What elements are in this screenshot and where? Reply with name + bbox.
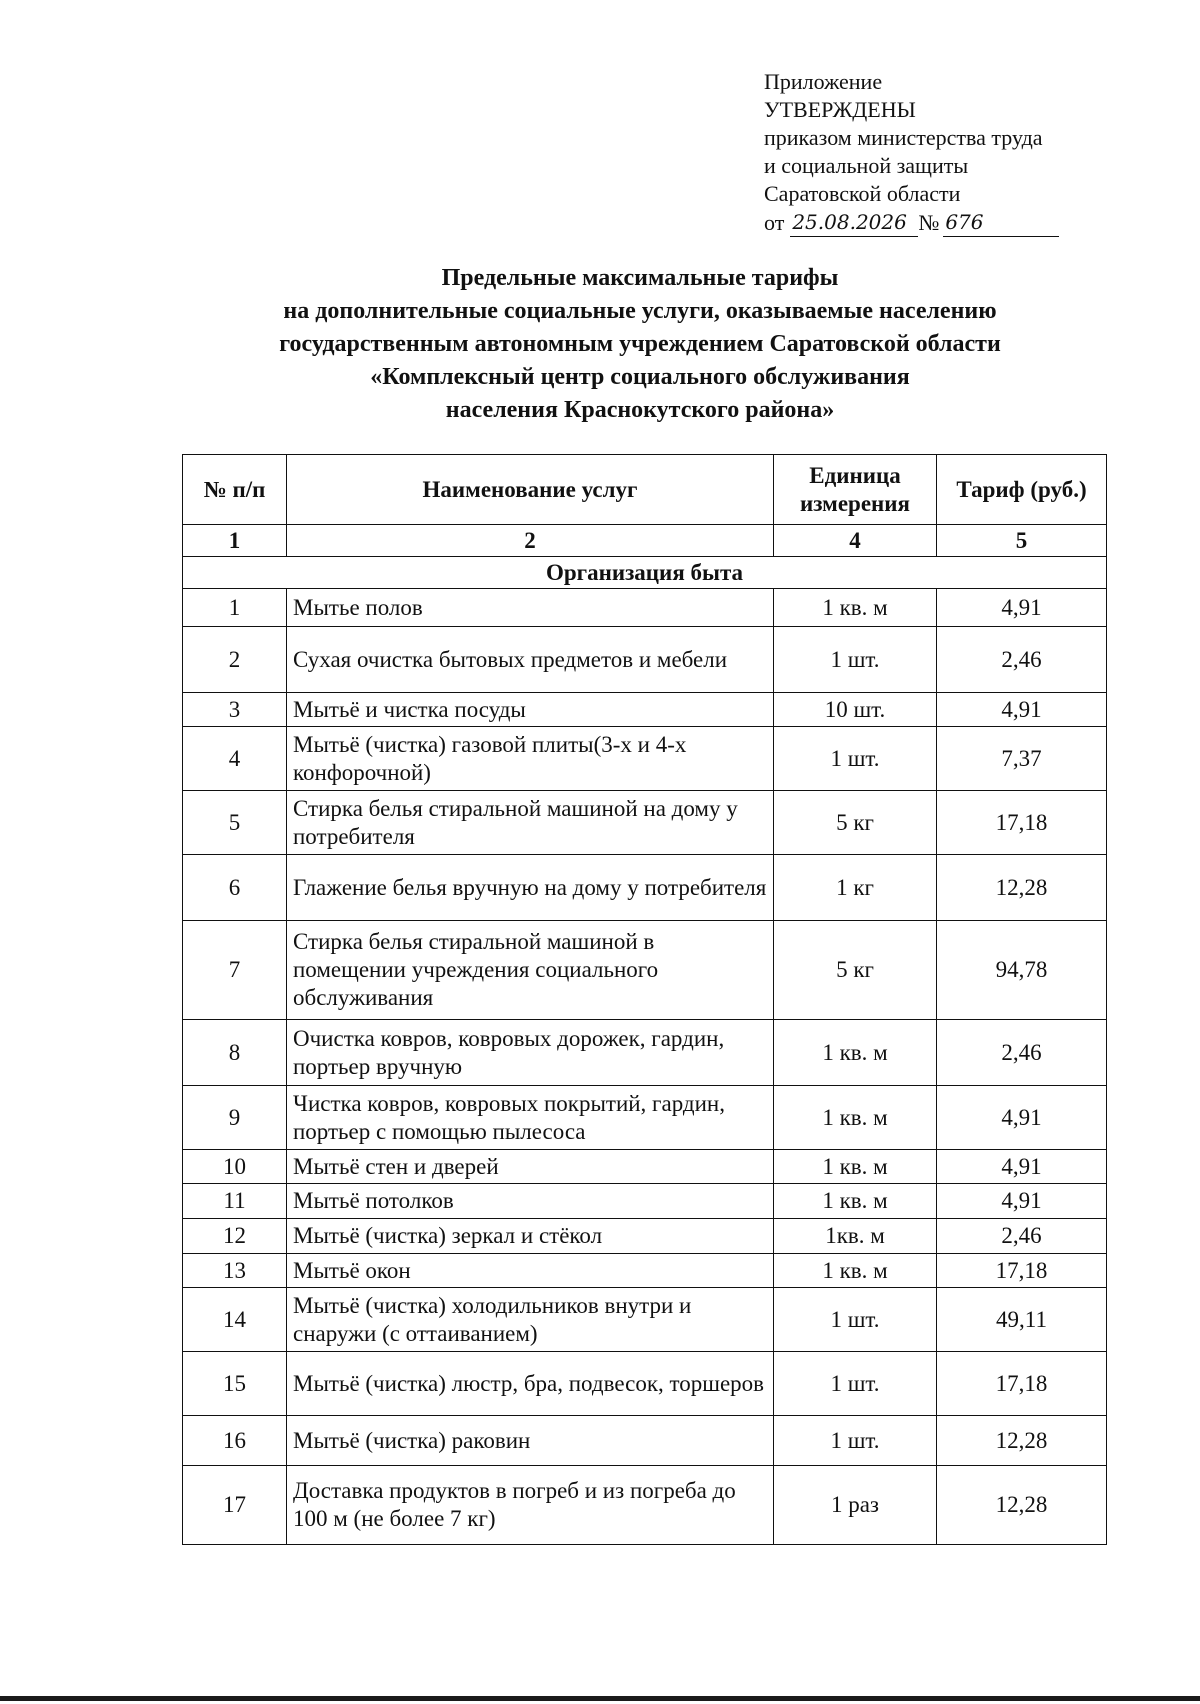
table-row (183, 589, 1107, 627)
unit: 1 кв. м (774, 1150, 937, 1184)
service-name: Мытьё стен и дверей (287, 1150, 774, 1184)
unit: 1 раз (774, 1466, 937, 1545)
tariff: 4,91 (937, 693, 1107, 727)
unit: 1 шт. (774, 627, 937, 693)
unit: 5 кг (774, 921, 937, 1020)
service-name: Очистка ковров, ковровых дорожек, гардин, портьер вручную (287, 1020, 774, 1086)
unit: 1 шт. (774, 1352, 937, 1416)
approval-approved: УТВЕРЖДЕНЫ (764, 97, 916, 122)
row-number: 8 (183, 1020, 287, 1086)
unit: 5 кг (774, 791, 937, 855)
approval-block (764, 68, 1124, 237)
service-name: Стирка белья стиральной машиной на дому у потребителя (287, 791, 774, 855)
tariff: 2,46 (937, 1020, 1107, 1086)
tariff: 7,37 (937, 727, 1107, 791)
table-row (183, 1352, 1107, 1416)
service-name: Мытьё потолков (287, 1184, 774, 1219)
tariff: 17,18 (937, 791, 1107, 855)
row-number: 6 (183, 855, 287, 921)
service-name: Мытьё (чистка) холодильников внутри и снаружи (с оттаиванием) (287, 1288, 774, 1352)
unit: 1 кв. м (774, 1254, 937, 1288)
approval-date-line (764, 208, 1124, 237)
row-number: 5 (183, 791, 287, 855)
service-name: Мытьё окон (287, 1254, 774, 1288)
row-number: 1 (183, 589, 287, 627)
header-row (183, 455, 1107, 525)
handwritten-number: 676 (945, 210, 984, 234)
unit: 1 шт. (774, 1416, 937, 1466)
row-number: 3 (183, 693, 287, 727)
title-line-3: государственным автономным учреждением Саратовской области (279, 331, 1001, 357)
number-label: № (918, 210, 940, 235)
row-number: 4 (183, 727, 287, 791)
table-row (183, 1184, 1107, 1219)
service-name: Сухая очистка бытовых предметов и мебели (287, 627, 774, 693)
row-number: 13 (183, 1254, 287, 1288)
service-name: Стирка белья стиральной машиной в помещении учреждения социального обслуживания (287, 921, 774, 1020)
table-row (183, 627, 1107, 693)
row-number: 14 (183, 1288, 287, 1352)
unit: 1 кв. м (774, 1086, 937, 1150)
tariff-table (182, 454, 1107, 1545)
tariff: 12,28 (937, 855, 1107, 921)
unit: 1 шт. (774, 727, 937, 791)
table-row (183, 1254, 1107, 1288)
section-row (183, 557, 1107, 589)
row-number: 17 (183, 1466, 287, 1545)
table-row (183, 1020, 1107, 1086)
colnum-3: 4 (774, 525, 937, 557)
header-num: № п/п (183, 455, 287, 525)
colnum-2: 2 (287, 525, 774, 557)
colnum-4: 5 (937, 525, 1107, 557)
date-underline (790, 208, 918, 237)
table-row (183, 727, 1107, 791)
handwritten-date: 25.08.2026 (792, 210, 907, 234)
unit: 1кв. м (774, 1219, 937, 1254)
section-title: Организация быта (183, 557, 1107, 589)
document-title (180, 262, 1100, 427)
row-number: 7 (183, 921, 287, 1020)
table-row (183, 1288, 1107, 1352)
tariff: 2,46 (937, 1219, 1107, 1254)
table-row (183, 1466, 1107, 1545)
tariff: 12,28 (937, 1466, 1107, 1545)
unit: 1 кв. м (774, 1020, 937, 1086)
unit: 1 кв. м (774, 589, 937, 627)
row-number: 15 (183, 1352, 287, 1416)
from-label: от (764, 210, 785, 235)
tariff: 4,91 (937, 1086, 1107, 1150)
row-number: 10 (183, 1150, 287, 1184)
table-row (183, 1150, 1107, 1184)
service-name: Мытье полов (287, 589, 774, 627)
row-number: 11 (183, 1184, 287, 1219)
table-row (183, 693, 1107, 727)
title-line-4: «Комплексный центр социального обслуживания (370, 364, 910, 390)
approval-order: приказом министерства труда (764, 125, 1043, 150)
tariff: 49,11 (937, 1288, 1107, 1352)
table-row (183, 921, 1107, 1020)
title-line-2: на дополнительные социальные услуги, оказываемые населению (283, 298, 997, 324)
service-name: Чистка ковров, ковровых покрытий, гардин, портьер с помощью пылесоса (287, 1086, 774, 1150)
colnum-1: 1 (183, 525, 287, 557)
tariff: 12,28 (937, 1416, 1107, 1466)
table-row (183, 1416, 1107, 1466)
row-number: 9 (183, 1086, 287, 1150)
approval-region: Саратовской области (764, 181, 961, 206)
unit: 10 шт. (774, 693, 937, 727)
service-name: Мытьё (чистка) люстр, бра, подвесок, торшеров (287, 1352, 774, 1416)
column-number-row (183, 525, 1107, 557)
row-number: 2 (183, 627, 287, 693)
service-name: Мытьё (чистка) раковин (287, 1416, 774, 1466)
table-row (183, 1086, 1107, 1150)
tariff: 4,91 (937, 1150, 1107, 1184)
row-number: 12 (183, 1219, 287, 1254)
table-row (183, 855, 1107, 921)
header-tariff: Тариф (руб.) (937, 455, 1107, 525)
scan-bottom-edge (0, 1696, 1200, 1701)
header-unit: Единица измерения (774, 455, 937, 525)
header-name: Наименование услуг (287, 455, 774, 525)
service-name: Мытьё (чистка) газовой плиты(3-х и 4-х конфорочной) (287, 727, 774, 791)
service-name: Мытьё и чистка посуды (287, 693, 774, 727)
unit: 1 шт. (774, 1288, 937, 1352)
service-name: Глажение белья вручную на дому у потребителя (287, 855, 774, 921)
approval-ministry: и социальной защиты (764, 153, 969, 178)
tariff: 4,91 (937, 1184, 1107, 1219)
approval-appendix: Приложение (764, 69, 883, 94)
title-line-5: населения Краснокутского района» (445, 397, 835, 423)
table-row (183, 791, 1107, 855)
title-line-1: Предельные максимальные тарифы (441, 265, 839, 291)
tariff: 17,18 (937, 1254, 1107, 1288)
tariff: 2,46 (937, 627, 1107, 693)
unit: 1 кв. м (774, 1184, 937, 1219)
service-name: Доставка продуктов в погреб и из погреба до 100 м (не более 7 кг) (287, 1466, 774, 1545)
unit: 1 кг (774, 855, 937, 921)
tariff: 94,78 (937, 921, 1107, 1020)
tariff: 4,91 (937, 589, 1107, 627)
table-row (183, 1219, 1107, 1254)
number-underline (943, 208, 1059, 237)
service-name: Мытьё (чистка) зеркал и стёкол (287, 1219, 774, 1254)
row-number: 16 (183, 1416, 287, 1466)
tariff: 17,18 (937, 1352, 1107, 1416)
